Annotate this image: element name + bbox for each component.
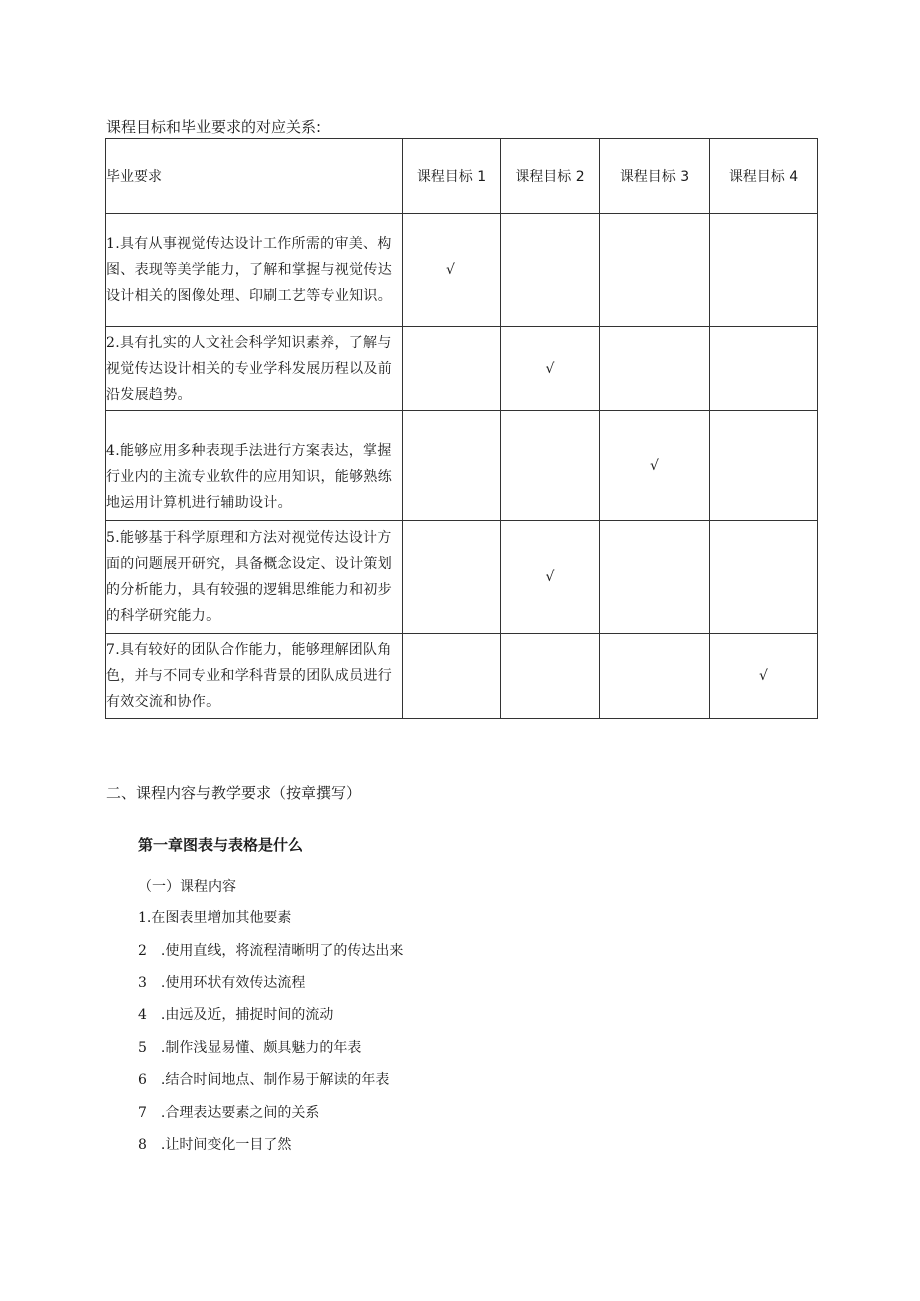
list-item: 4 .由远及近，捕捉时间的流动 [138, 1007, 334, 1023]
list-item: 7 .合理表达要素之间的关系 [138, 1105, 320, 1121]
table-row [106, 411, 818, 521]
table-row [106, 327, 818, 411]
check-mark-cell [501, 411, 600, 521]
check-mark-cell [403, 634, 501, 719]
check-mark-cell: √ [600, 411, 710, 521]
check-mark-cell [600, 634, 710, 719]
requirement-text: 4.能够应用多种表现手法进行方案表达，掌握行业内的主流专业软件的应用知识，能够熟练地运用计算机进行辅助设计。 [106, 411, 403, 521]
check-mark-cell [403, 327, 501, 411]
requirement-text: 2.具有扎实的人文社会科学知识素养，了解与视觉传达设计相关的专业学科发展历程以及前沿发展趋势。 [106, 327, 403, 411]
requirement-text: 1.具有从事视觉传达设计工作所需的审美、构图、表现等美学能力，了解和掌握与视觉传达设计相关的图像处理、印刷工艺等专业知识。 [106, 214, 403, 327]
requirement-text: 5.能够基于科学原理和方法对视觉传达设计方面的问题展开研究，具备概念设定、设计策划的分析能力，具有较强的逻辑思维能力和初步的科学研究能力。 [106, 521, 403, 634]
table-caption: 课程目标和毕业要求的对应关系: [106, 118, 322, 136]
check-mark-cell [710, 521, 818, 634]
list-item: 2 .使用直线，将流程清晰明了的传达出来 [138, 943, 404, 959]
subsection-heading: （一）课程内容 [138, 879, 236, 895]
check-mark-cell: √ [403, 214, 501, 327]
check-mark-cell: √ [501, 521, 600, 634]
table-row [106, 214, 818, 327]
header-goal-4: 课程目标 4 [710, 139, 818, 214]
chapter-title: 第一章图表与表格是什么 [138, 836, 304, 854]
table-header-row [106, 139, 818, 214]
header-goal-2: 课程目标 2 [501, 139, 600, 214]
check-mark-cell [710, 214, 818, 327]
list-item: 5 .制作浅显易懂、颇具魅力的年表 [138, 1040, 362, 1056]
header-goal-3: 课程目标 3 [600, 139, 710, 214]
header-requirement: 毕业要求 [106, 139, 403, 214]
table-row [106, 521, 818, 634]
check-mark-cell [403, 411, 501, 521]
section-heading: 二、课程内容与教学要求（按章撰写） [106, 784, 362, 802]
check-mark-cell: √ [710, 634, 818, 719]
list-item: 1.在图表里增加其他要素 [138, 910, 292, 926]
check-mark-cell: √ [501, 327, 600, 411]
check-mark-cell [501, 214, 600, 327]
header-goal-1: 课程目标 1 [403, 139, 501, 214]
goal-requirement-table [105, 138, 818, 719]
check-mark-cell [501, 634, 600, 719]
list-item: 6 .结合时间地点、制作易于解读的年表 [138, 1072, 390, 1088]
check-mark-cell [600, 214, 710, 327]
check-mark-cell [600, 521, 710, 634]
check-mark-cell [600, 327, 710, 411]
check-mark-cell [710, 411, 818, 521]
table-row [106, 634, 818, 719]
check-mark-cell [403, 521, 501, 634]
list-item: 8 .让时间变化一目了然 [138, 1137, 292, 1153]
requirement-text: 7.具有较好的团队合作能力，能够理解团队角色，并与不同专业和学科背景的团队成员进行有效交流和协作。 [106, 634, 403, 719]
list-item: 3 .使用环状有效传达流程 [138, 975, 306, 991]
check-mark-cell [710, 327, 818, 411]
